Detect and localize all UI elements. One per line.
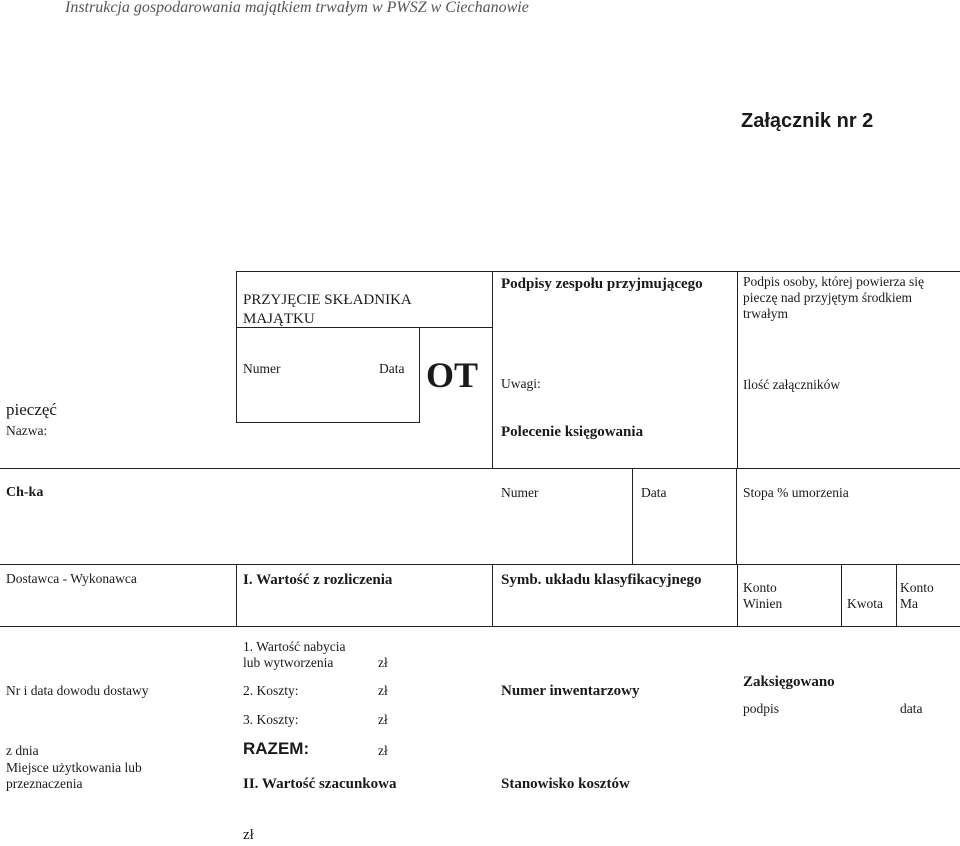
supplier-label: Dostawca - Wykonawca [6, 571, 137, 586]
classification-symbol-label: Symb. układu klasyfikacyjnego [501, 572, 702, 588]
document-header: Instrukcja gospodarowania majątkiem trwałym w PWSZ w Ciechanowie [65, 0, 529, 16]
currency-label: zł [378, 743, 388, 758]
estimated-value-label: II. Wartość szacunkowa [243, 776, 397, 792]
credit-account-line2: Ma [900, 596, 918, 611]
line [737, 564, 738, 626]
form-title-line2: MAJĄTKU [243, 311, 315, 327]
annex-title: Załącznik nr 2 [741, 110, 874, 132]
line [896, 564, 897, 626]
form-title-line1: PRZYJĘCIE SKŁADNIKA [243, 292, 412, 308]
debit-account-line1: Konto [743, 580, 777, 595]
line [236, 271, 237, 422]
currency-label: zł [378, 712, 388, 727]
characteristics-label: Ch-ka [6, 485, 44, 500]
inventory-number-label: Numer inwentarzowy [501, 683, 640, 699]
settlement-value-label: I. Wartość z rozliczenia [243, 572, 393, 588]
total-label: RAZEM: [243, 739, 310, 758]
name-label: Nazwa: [6, 423, 48, 438]
date-label: Data [379, 361, 405, 376]
custodian-label-line2: pieczę nad przyjętym środkiem [743, 290, 913, 305]
line [236, 327, 493, 328]
attachments-label: Ilość załączników [743, 377, 841, 392]
posting-order-label: Polecenie księgowania [501, 424, 644, 440]
document-code: OT [426, 355, 479, 395]
line [419, 327, 420, 422]
line [492, 564, 493, 626]
costs-2-label: 2. Koszty: [243, 683, 299, 698]
acquisition-value-line2: lub wytworzenia [243, 655, 334, 670]
custodian-label-line3: trwałym [743, 306, 788, 321]
date-of-label: z dnia [6, 743, 39, 758]
debit-account-line2: Winien [743, 596, 783, 611]
currency-label: zł [378, 683, 388, 698]
committee-signatures-label: Podpisy zespołu przyjmującego [501, 276, 703, 292]
line [236, 422, 420, 423]
signature-label: podpis [743, 701, 780, 716]
costs-3-label: 3. Koszty: [243, 712, 299, 727]
line [236, 271, 960, 272]
line [0, 468, 960, 469]
line [632, 468, 633, 564]
line [841, 564, 842, 626]
stamp-label: pieczęć [6, 400, 57, 419]
acquisition-value-line1: 1. Wartość nabycia [243, 639, 346, 654]
date-label-3: data [900, 701, 923, 716]
line [737, 271, 738, 468]
number-label: Numer [243, 361, 281, 376]
number-label-2: Numer [501, 485, 539, 500]
line [736, 468, 737, 564]
line [492, 271, 493, 468]
cost-center-label: Stanowisko kosztów [501, 776, 630, 792]
remarks-label: Uwagi: [501, 376, 541, 391]
currency-label: zł [378, 655, 388, 670]
place-of-use-line1: Miejsce użytkowania lub [6, 760, 142, 775]
delivery-doc-label: Nr i data dowodu dostawy [6, 683, 149, 698]
currency-label: zł [243, 827, 254, 843]
line [0, 564, 960, 565]
line [236, 564, 237, 626]
posted-label: Zaksięgowano [743, 674, 835, 690]
credit-account-line1: Konto [900, 580, 934, 595]
depreciation-rate-label: Stopa % umorzenia [743, 485, 849, 500]
custodian-label-line1: Podpis osoby, której powierza się [743, 274, 924, 289]
place-of-use-line2: przeznaczenia [6, 776, 83, 791]
line [0, 626, 960, 627]
date-label-2: Data [641, 485, 667, 500]
amount-label: Kwota [847, 596, 883, 611]
